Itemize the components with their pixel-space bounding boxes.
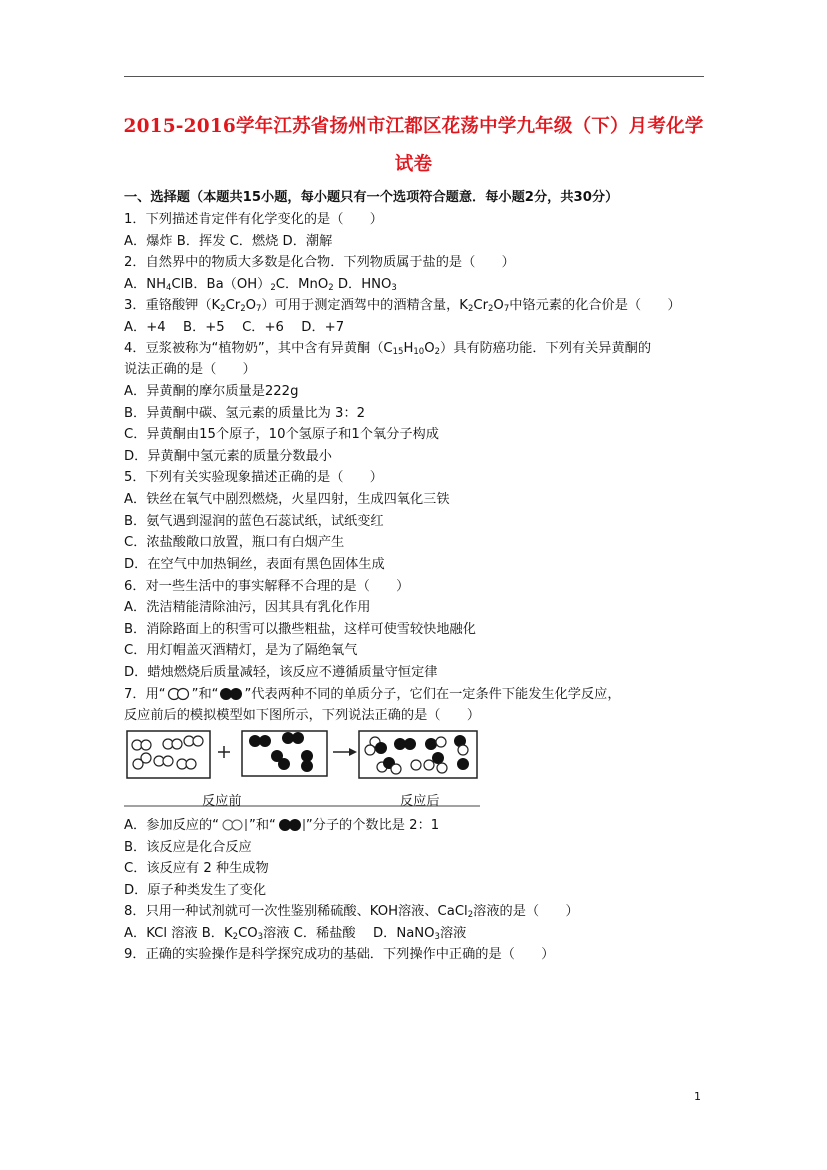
reaction-model-figure (124, 728, 482, 808)
q6-option-a: A．洗洁精能清除油污，因其具有乳化作用 (124, 600, 371, 615)
black-molecule-icon (218, 687, 244, 706)
paper-title-line2: 试卷 (394, 154, 433, 175)
arrow-right-icon (333, 748, 357, 756)
q6-option-b: B．消除路面上的积雪可以撒些粗盐，这样可使雪较快地融化 (124, 622, 476, 637)
page-number: 1 (694, 1090, 701, 1103)
q5-stem: 5．下列有关实验现象描述正确的是（ ） (124, 470, 383, 485)
q7-stem-line2: 反应前后的模拟模型如下图所示，下列说法正确的是（ ） (124, 708, 481, 723)
label-before-reaction: 反应前 (202, 794, 242, 809)
q7-stem: 7．用“ ”和“ ”代表两种不同的单质分子，它们在一定条件下能发生化学反应， (124, 687, 621, 706)
q6-stem: 6．对一些生活中的事实解释不合理的是（ ） (124, 579, 410, 594)
q5-option-c: C．浓盐酸敞口放置，瓶口有白烟产生 (124, 535, 345, 550)
paper-title-line1: 2015-2016学年江苏省扬州市江都区花荡中学九年级（下）月考化学 (123, 116, 704, 137)
q7-option-b: B．该反应是化合反应 (124, 840, 252, 855)
q1-stem: 1．下列描述肯定伴有化学变化的是（ ） (124, 212, 383, 227)
black-molecule-icon (276, 818, 306, 837)
q9-stem: 9．正确的实验操作是科学探究成功的基础．下列操作中正确的是（ ） (124, 947, 555, 962)
q5-option-a: A．铁丝在氧气中剧烈燃烧，火星四射，生成四氧化三铁 (124, 492, 450, 507)
q4-stem: 4．豆浆被称为“植物奶”，其中含有异黄酮$(C_{15}H_{10}O_2)$具有防癌功能．下列有关异黄酮的 (124, 341, 652, 357)
q7-option-a: A．参加反应的“ ”和“ ”分子的个数比是 2：1 (124, 818, 439, 837)
after-box (359, 731, 477, 778)
q3-stem: 3．重铬酸钾$(K_2Cr_2O_7)$可用于测定酒驾中的酒精含量，$K_2Cr_2O_7$中铬元素的化合价是（ ） (124, 298, 681, 314)
q7-option-d: D．原子种类发生了变化 (124, 883, 267, 898)
white-molecule-icon (219, 818, 249, 837)
q1-options: A．爆炸 B．挥发 C．燃烧 D．潮解 (124, 234, 333, 249)
q8-stem: 8．只用一种试剂就可一次性鉴别稀硫酸、KOH溶液、CaCl$_2$溶液的是（ ） (124, 904, 579, 920)
q5-option-d: D．在空气中加热铜丝，表面有黑色固体生成 (124, 557, 385, 572)
q4-option-b: B．异黄酮中碳、氢元素的质量比为 3：2 (124, 406, 366, 421)
q5-option-b: B．氨气遇到湿润的蓝色石蕊试纸，试纸变红 (124, 514, 384, 529)
plus-icon (218, 746, 230, 758)
q6-option-c: C．用灯帽盖灭酒精灯，是为了隔绝氧气 (124, 643, 358, 658)
q4-option-c: C．异黄酮由15个原子，10个氢原子和1个氧分子构成 (124, 427, 439, 442)
q8-options: A．KCl 溶液 B．$K_2CO_3$溶液 C．稀盐酸 D．NaNO$_3$溶液 (124, 926, 467, 942)
q4-option-a: A．异黄酮的摩尔质量是222g (124, 384, 299, 399)
q4-option-d: D．异黄酮中氢元素的质量分数最小 (124, 449, 332, 464)
q2-stem: 2．自然界中的物质大多数是化合物．下列物质属于盐的是（ ） (124, 255, 515, 270)
header-rule (124, 76, 704, 77)
q7-option-c: C．该反应有 2 种生成物 (124, 861, 269, 876)
section-heading: 一、选择题（本题共15小题，每小题只有一个选项符合题意．每小题2分，共30分） (124, 190, 619, 205)
q4-stem-line2: 说法正确的是（ ） (124, 362, 256, 377)
before-black-box (242, 731, 327, 776)
label-after-reaction: 反应后 (400, 794, 440, 809)
before-white-box (127, 731, 210, 778)
q6-option-d: D．蜡烛燃烧后质量减轻，该反应不遵循质量守恒定律 (124, 665, 438, 680)
white-molecule-icon (166, 687, 192, 706)
q2-options: A．$NH_4ClB$．$Ba(OH)_2C$．MnO$_2$ D．$HNO_3$ (124, 277, 397, 293)
q3-options: A．+4 B．+5 C．+6 D．+7 (124, 320, 345, 335)
